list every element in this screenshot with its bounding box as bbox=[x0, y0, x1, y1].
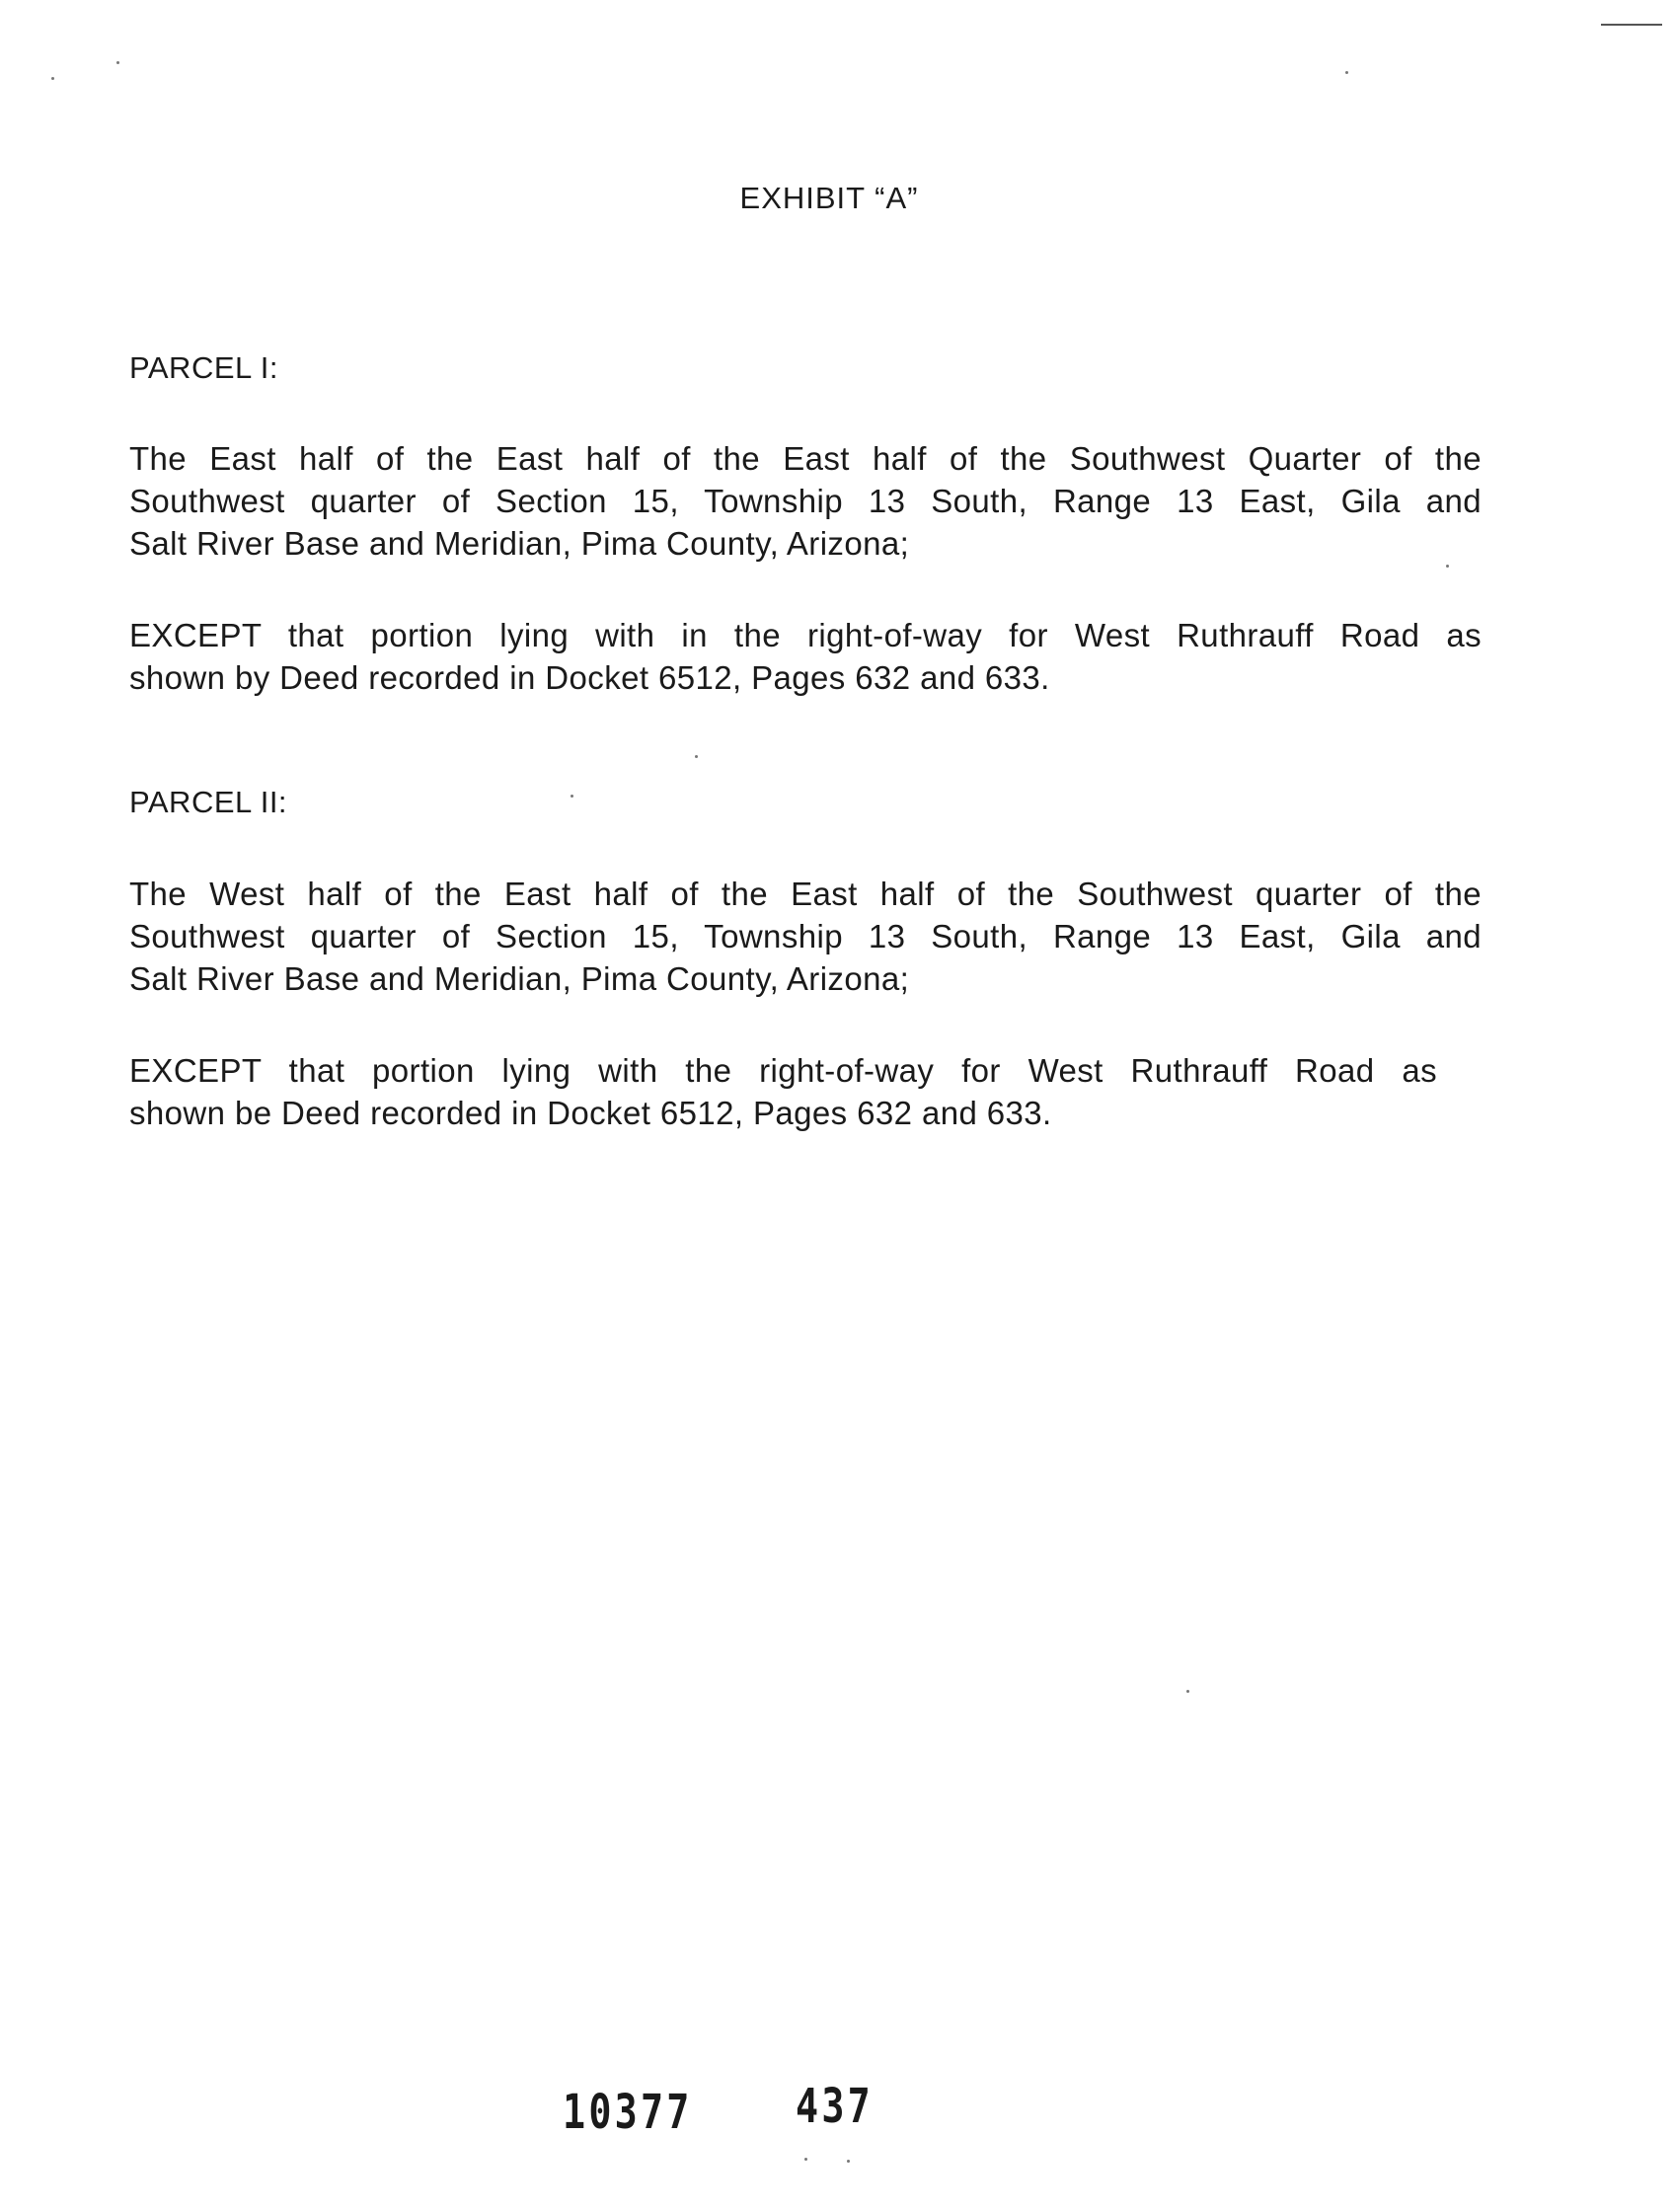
parcel-1-heading: PARCEL I: bbox=[129, 350, 278, 385]
page-number: 437 bbox=[796, 2079, 874, 2134]
scan-speck bbox=[1186, 1690, 1189, 1693]
parcel-1-description bbox=[129, 437, 1482, 565]
parcel-2-description-line: Salt River Base and Meridian, Pima County, Arizona; bbox=[129, 960, 910, 997]
scan-speck bbox=[51, 77, 54, 80]
parcel-1-exception-line: shown by Deed recorded in Docket 6512, Pages 632 and 633. bbox=[129, 659, 1050, 696]
parcel-2-description-line: The West half of the East half of the East half of the Southwest quarter of the bbox=[129, 876, 1482, 912]
parcel-2-exception-line: EXCEPT that portion lying with the right-of-way for West Ruthrauff Road as bbox=[129, 1052, 1437, 1089]
parcel-2-exception bbox=[129, 1049, 1437, 1134]
parcel-1-exception-line: EXCEPT that portion lying with in the right-of-way for West Ruthrauff Road as bbox=[129, 617, 1482, 653]
parcel-1-description-line: Southwest quarter of Section 15, Township 13 South, Range 13 East, Gila and bbox=[129, 483, 1482, 519]
scan-speck bbox=[1345, 71, 1348, 74]
exhibit-title: EXHIBIT “A” bbox=[739, 181, 919, 215]
scan-speck bbox=[116, 61, 119, 64]
scan-speck bbox=[1446, 565, 1449, 568]
parcel-1-exception bbox=[129, 614, 1482, 699]
scan-speck bbox=[571, 795, 573, 798]
scan-speck bbox=[804, 2158, 807, 2161]
scan-speck bbox=[847, 2160, 850, 2163]
corner-mark bbox=[1601, 24, 1662, 26]
parcel-1-description-line: The East half of the East half of the East half of the Southwest Quarter of the bbox=[129, 440, 1482, 477]
parcel-2-exception-line: shown be Deed recorded in Docket 6512, Pages 632 and 633. bbox=[129, 1095, 1052, 1131]
parcel-2-description bbox=[129, 873, 1482, 1000]
scan-speck bbox=[695, 755, 698, 758]
parcel-1-description-line: Salt River Base and Meridian, Pima County, Arizona; bbox=[129, 525, 910, 562]
parcel-2-description-line: Southwest quarter of Section 15, Township 13 South, Range 13 East, Gila and bbox=[129, 918, 1482, 954]
docket-number: 10377 bbox=[563, 2085, 693, 2140]
parcel-2-heading: PARCEL II: bbox=[129, 785, 288, 819]
